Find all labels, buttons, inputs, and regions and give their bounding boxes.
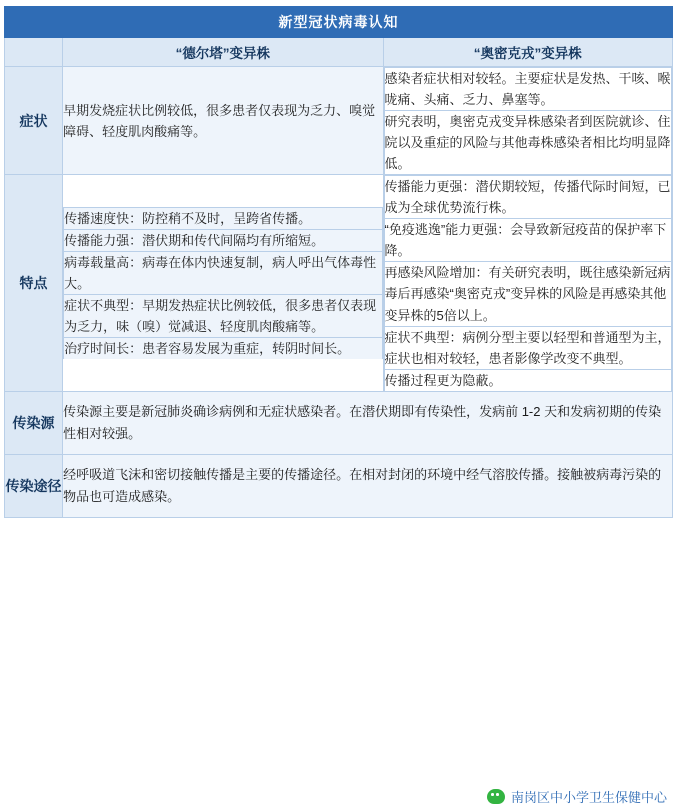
- features-omicron-item: 再感染风险增加：有关研究表明，既往感染新冠病毒后再感染“奥密克戎”变异株的风险是再感染其他变异株的5倍以上。: [384, 262, 671, 326]
- features-omicron-item: 症状不典型：病例分型主要以轻型和普通型为主，症状也相对较轻，患者影像学改变不典型。: [384, 326, 671, 369]
- symptoms-omicron-item: 感染者症状相对较轻。主要症状是发热、干咳、喉咙痛、头痛、乏力、鼻塞等。: [384, 68, 671, 111]
- symptoms-delta-cell: 早期发烧症状比例较低，很多患者仅表现为乏力、嗅觉障碍、轻度肌肉酸痛等。: [63, 67, 383, 175]
- features-delta-item: 传播能力强：潜伏期和传代间隔均有所缩短。: [64, 229, 382, 251]
- features-delta-item: 病毒载量高：病毒在体内快速复制，病人呼出气体毒性大。: [64, 251, 382, 294]
- features-delta-item: 治疗时间长：患者容易发展为重症，转阴时间长。: [64, 338, 382, 360]
- features-omicron-item: “免疫逃逸”能力更强：会导致新冠疫苗的保护率下降。: [384, 219, 671, 262]
- features-omicron-item: 传播过程更为隐蔽。: [384, 369, 671, 391]
- footer-text: 南岗区中小学卫生保健中心: [510, 790, 667, 805]
- row-label-features: 特点: [5, 175, 63, 391]
- table-row: [5, 67, 673, 175]
- table-row: [5, 454, 673, 517]
- table-title-row: [5, 7, 673, 38]
- features-delta-cell: [63, 175, 383, 391]
- source-content: 传染源主要是新冠肺炎确诊病例和无症状感染者。在潜伏期即有传染性，发病前 1-2 天和发病初期的传染性相对较强。: [63, 391, 673, 454]
- features-delta-item: 传播速度快：防控稍不及时，呈跨省传播。: [64, 207, 382, 229]
- poster-page: [0, 6, 677, 812]
- table-row: [5, 391, 673, 454]
- features-omicron-item: 传播能力更强：潜伏期较短，传播代际时间短，已成为全球优势流行株。: [384, 176, 671, 219]
- page-title: 新型冠状病毒认知: [5, 7, 673, 38]
- row-label-symptoms: 症状: [5, 67, 63, 175]
- table-header-row: [5, 38, 673, 67]
- corner-cell: [5, 38, 63, 67]
- symptoms-omicron-item: 研究表明，奥密克戎变异株感染者到医院就诊、住院以及重症的风险与其他毒株感染者相比均明显降低。: [384, 111, 671, 175]
- symptoms-omicron-cell: [383, 67, 672, 175]
- covid-comparison-table: [4, 6, 673, 518]
- column-header-delta: “德尔塔”变异株: [63, 38, 383, 67]
- row-label-source: 传染源: [5, 391, 63, 454]
- wechat-icon: [487, 789, 505, 804]
- row-label-route: 传染途径: [5, 454, 63, 517]
- table-row: [5, 175, 673, 391]
- footer-credit: [487, 787, 667, 806]
- route-content: 经呼吸道飞沫和密切接触传播是主要的传播途径。在相对封闭的环境中经气溶胶传播。接触被病毒污染的物品也可造成感染。: [63, 454, 673, 517]
- column-header-omicron: “奥密克戎”变异株: [383, 38, 672, 67]
- features-delta-item: 症状不典型：早期发热症状比例较低，很多患者仅表现为乏力，味（嗅）觉减退、轻度肌肉酸痛等。: [64, 294, 382, 337]
- features-omicron-cell: [383, 175, 672, 391]
